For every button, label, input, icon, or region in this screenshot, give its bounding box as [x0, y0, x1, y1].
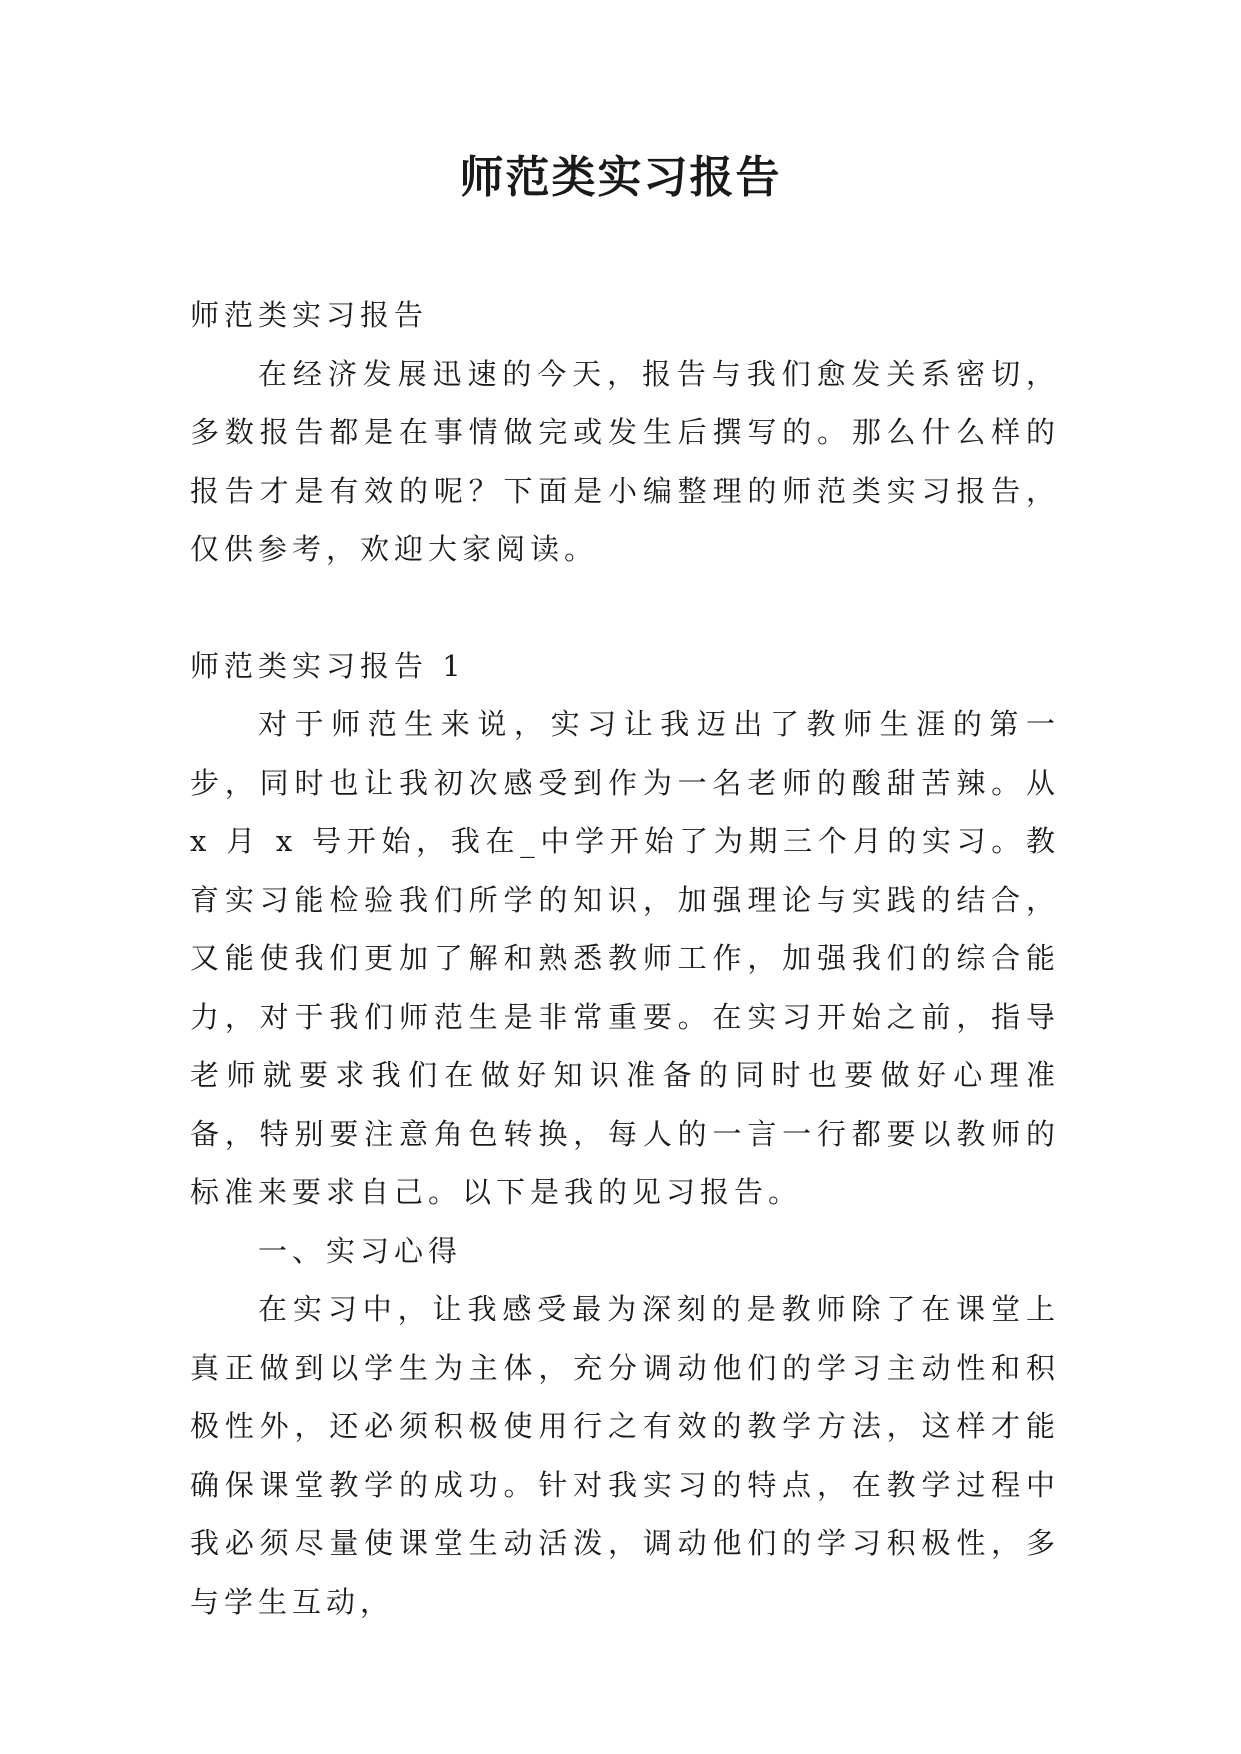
document-title: 师范类实习报告 [459, 152, 782, 203]
subsection-heading: 一、实习心得 [258, 1233, 463, 1268]
section-paragraph-2: 在实习中，让我感受最为深刻的是教师除了在课堂上真正做到以学生为主体，充分调动他们的学习主动性和积极性外，还必须积极使用行之有效的教学方法，这样才能确保课堂教学的成功。针对我实习的特点，在教学过程中我必须尽量使课堂生动活泼，调动他们的学习积极性，多与学生互动， [190, 1292, 1060, 1619]
document-body [190, 286, 1060, 1631]
document-subtitle: 师范类实习报告 [190, 298, 429, 332]
section-paragraph-1: 对于师范生来说，实习让我迈出了教师生涯的第一步，同时也让我初次感受到作为一名老师的酸甜苦辣。从 x 月 x 号开始，我在_中学开始了为期三个月的实习。教育实习能检验我们所学的知识，加强理论与实践的结合，又能使我们更加了解和熟悉教师工作，加强我们的综合能力，对于我们师范生是非常重要。在实习开始之前，指导老师就要求我们在做好知识准备的同时也要做好心理准备，特别要注意角色转换，每人的一言一行都要以教师的标准来要求自己。以下是我的见习报告。 [190, 707, 1060, 1209]
intro-paragraph: 在经济发展迅速的今天，报告与我们愈发关系密切，多数报告都是在事情做完或发生后撰写的。那么什么样的报告才是有效的呢？下面是小编整理的师范类实习报告，仅供参考，欢迎大家阅读。 [190, 356, 1060, 566]
paragraph-spacer [190, 579, 1060, 637]
section-heading: 师范类实习报告 1 [190, 648, 466, 683]
